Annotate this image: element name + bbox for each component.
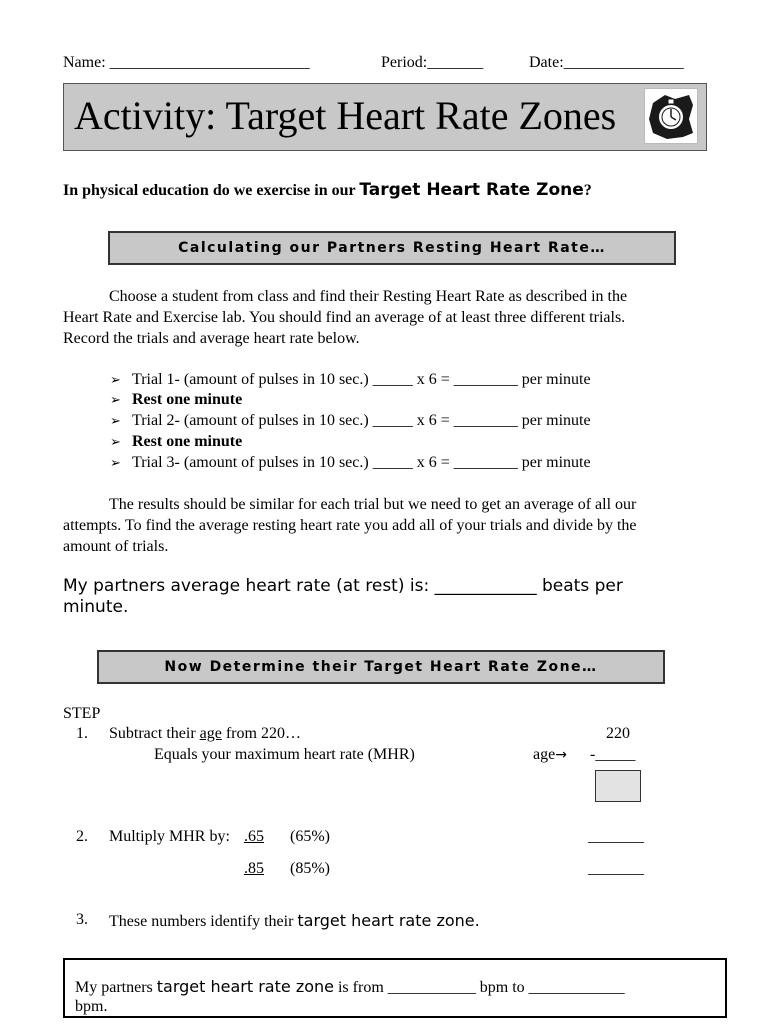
average-line-1: My partners average heart rate (at rest) is: ____________ beats per bbox=[63, 576, 623, 596]
rest-item-1 bbox=[110, 390, 242, 411]
question-emphasis: Target Heart Rate Zone bbox=[359, 180, 584, 200]
blank-65[interactable]: _______ bbox=[588, 828, 644, 845]
step-3-number: 3. bbox=[76, 911, 88, 928]
step-1-text bbox=[109, 725, 301, 743]
step-1-age-word: age bbox=[199, 725, 222, 742]
bullet-arrow-icon: ➢ bbox=[110, 373, 121, 388]
step-1-text-suffix: from 220… bbox=[221, 725, 301, 742]
period-field-label[interactable]: Period:_______ bbox=[381, 54, 484, 71]
trial-2-text: Trial 2- (amount of pulses in 10 sec.) _____ x 6 = ________ per minute bbox=[132, 412, 591, 429]
step-1-number: 1. bbox=[76, 725, 88, 742]
age-label bbox=[533, 746, 567, 764]
final-suffix: is from ___________ bpm to ____________ bbox=[333, 979, 625, 996]
final-answer-box[interactable] bbox=[63, 958, 727, 1018]
factor-85: .85 bbox=[244, 860, 264, 877]
results-line-2: attempts. To find the average resting heart rate you add all of your trials and divide by the bbox=[63, 517, 637, 534]
question-suffix: ? bbox=[583, 182, 592, 199]
percent-85: (85%) bbox=[290, 860, 330, 877]
instructions-line-3: Record the trials and average heart rate below. bbox=[63, 330, 360, 347]
step-3-text-prefix: These numbers identify their bbox=[109, 913, 298, 930]
average-heart-rate-field[interactable] bbox=[63, 576, 623, 618]
step-3-emphasis: target heart rate zone. bbox=[297, 911, 480, 930]
trial-1-text: Trial 1- (amount of pulses in 10 sec.) _____ x 6 = ________ per minute bbox=[132, 371, 591, 388]
final-line-2: bpm. bbox=[75, 998, 108, 1015]
percent-65: (65%) bbox=[290, 828, 330, 845]
arrow-right-icon: → bbox=[555, 747, 567, 763]
final-emphasis: target heart rate zone bbox=[156, 977, 334, 996]
final-line-1 bbox=[75, 977, 625, 997]
date-field-label[interactable]: Date:_______________ bbox=[529, 54, 684, 71]
step-1-subtext: Equals your maximum heart rate (MHR) bbox=[154, 746, 415, 763]
trial-2-item[interactable] bbox=[110, 411, 591, 432]
instructions-line-1: Choose a student from class and find their Resting Heart Rate as described in the bbox=[109, 288, 628, 305]
rest-2-text: Rest one minute bbox=[132, 433, 243, 450]
trial-1-item[interactable] bbox=[110, 370, 591, 391]
rest-1-text: Rest one minute bbox=[132, 391, 243, 408]
section-heading-target-zone: Now Determine their Target Heart Rate Zone… bbox=[97, 650, 665, 684]
bullet-arrow-icon: ➢ bbox=[110, 393, 121, 408]
value-220: 220 bbox=[606, 725, 630, 742]
instructions-line-2: Heart Rate and Exercise lab. You should find an average of at least three different trials. bbox=[63, 309, 626, 326]
mhr-answer-box[interactable] bbox=[595, 770, 641, 802]
step-3-text bbox=[109, 911, 480, 931]
final-prefix: My partners bbox=[75, 979, 157, 996]
average-line-2: minute. bbox=[63, 597, 129, 617]
question-prefix: In physical education do we exercise in our bbox=[63, 182, 360, 199]
instructions-paragraph bbox=[63, 286, 723, 349]
age-label-text: age bbox=[533, 746, 556, 763]
trial-3-item[interactable] bbox=[110, 453, 591, 474]
intro-question bbox=[63, 180, 592, 200]
rest-item-2 bbox=[110, 432, 242, 453]
results-line-3: amount of trials. bbox=[63, 538, 169, 555]
trial-3-text: Trial 3- (amount of pulses in 10 sec.) _____ x 6 = ________ per minute bbox=[132, 454, 591, 471]
section-heading-resting-rate: Calculating our Partners Resting Heart Rate… bbox=[108, 231, 676, 265]
bullet-arrow-icon: ➢ bbox=[110, 414, 121, 429]
step-2-number: 2. bbox=[76, 828, 88, 845]
factor-65: .65 bbox=[244, 828, 264, 845]
stopwatch-icon bbox=[644, 88, 698, 144]
bullet-arrow-icon: ➢ bbox=[110, 456, 121, 471]
step-1-text-prefix: Subtract their bbox=[109, 725, 200, 742]
step-2-label: Multiply MHR by: bbox=[109, 828, 230, 845]
title-banner bbox=[63, 83, 707, 151]
results-paragraph bbox=[63, 494, 723, 557]
page-title: Activity: Target Heart Rate Zones bbox=[74, 93, 617, 138]
name-field-label[interactable]: Name: _________________________ bbox=[63, 54, 310, 71]
blank-85[interactable]: _______ bbox=[588, 860, 644, 877]
results-line-1: The results should be similar for each trial but we need to get an average of all our bbox=[109, 496, 637, 513]
step-label: STEP bbox=[63, 705, 101, 722]
age-blank[interactable]: -_____ bbox=[590, 746, 636, 763]
bullet-arrow-icon: ➢ bbox=[110, 435, 121, 450]
